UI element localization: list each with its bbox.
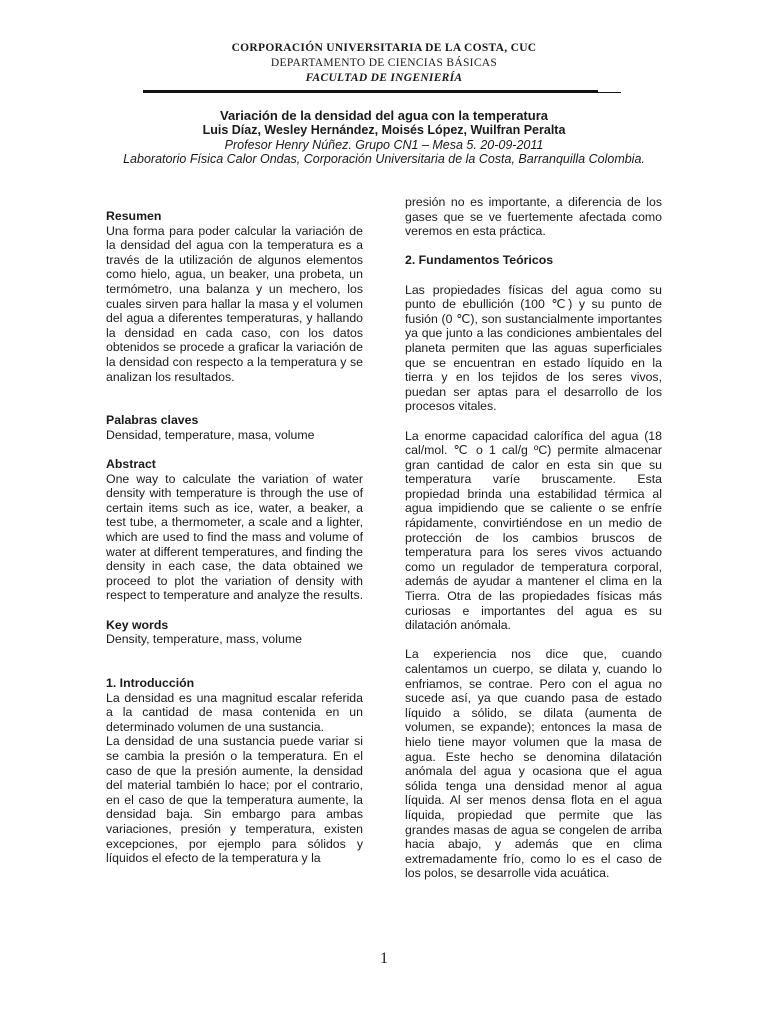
key-words-heading: Key words bbox=[106, 617, 169, 632]
abstract-text: One way to calculate the variation of water density with temperature is through the use of certain items such as ice, water, a beaker, a test tube, a thermometer, a scale and a lighter, which are used to find the mass and volume of water at different temperatures, and finding the density in each case, the data obtained we proceed to plot the variation of density with respect to temperature and analyze the results. bbox=[106, 471, 364, 603]
resumen-heading: Resumen bbox=[106, 209, 162, 223]
header-divider bbox=[143, 90, 598, 93]
introduccion-paragraph-2: La densidad de una sustancia puede variar si se cambia la presión o la temperatura. En el caso de que la presión aumente, la densidad del material también lo hace; por el contrario, en el caso de que la temperatura aumente, la densidad baja. Sin embargo para ambas variaciones, presión y temperatura, existen excepciones, por ejemplo para sólidos y líquidos el efecto de la temperatura y la bbox=[106, 734, 363, 866]
palabras-claves-heading: Palabras claves bbox=[106, 413, 199, 428]
laboratory-line: Laboratorio Física Calor Ondas, Corporación Universitaria de la Costa, Barranquilla Colombia. bbox=[123, 152, 645, 166]
institution-name: CORPORACIÓN UNIVERSITARIA DE LA COSTA, CUC bbox=[231, 42, 537, 54]
introduccion-continuation: presión no es importante, a diferencia de los gases que se ve fuertemente afectada como veremos en esta práctica. bbox=[405, 195, 662, 239]
department-name: DEPARTAMENTO DE CIENCIAS BÁSICAS bbox=[270, 57, 498, 69]
fundamentos-paragraph-1: Las propiedades físicas del agua como su punto de ebullición (100 ℃) y su punto de fusión (0 ℃), son sustancialmente importantes ya que junto a las condiciones ambientales del planeta permiten que las aguas superficiales que se encuentran en estado líquido en la tierra y en los tejidos de los seres vivos, puedan ser aptas para el desarrollo de los procesos vitales. bbox=[405, 282, 662, 414]
palabras-claves-text: Densidad, temperature, masa, volume bbox=[106, 427, 315, 442]
abstract-heading: Abstract bbox=[106, 457, 156, 472]
introduccion-heading: 1. Introducción bbox=[106, 676, 195, 690]
header-divider-tail bbox=[598, 92, 621, 93]
key-words-text: Density, temperature, mass, volume bbox=[106, 632, 302, 647]
fundamentos-paragraph-2: La enorme capacidad calorífica del agua (18 cal/mol. ℃ o 1 cal/g ºC) permite almacenar gran cantidad de calor en esta sin que su temperatura varíe bruscamente. Esta propiedad brinda una estabilidad térmica al agua impidiendo que se caliente o se enfríe rápidamente, convirtiéndose en un medio de protección de los cambios bruscos de temperatura para los seres vivos actuando como un regulador de temperatura corporal, además de ayudar a mantener el clima en la Tierra. Otra de las propiedades físicas más curiosas e importantes del agua es su dilatación anómala. bbox=[405, 428, 662, 633]
resumen-text: Una forma para poder calcular la variación de la densidad del agua con la temperatura es a través de la utilización de algunos elementos como hielo, agua, un beaker, una probeta, un termómetro, una balanza y un mechero, los cuales sirven para hallar la masa y el volumen del agua a diferentes temperaturas, y hallando la densidad en cada caso, con los datos obtenidos se procede a graficar la variación de la densidad con respecto a la temperatura y se analizan los resultados. bbox=[106, 223, 363, 384]
right-column bbox=[405, 195, 662, 881]
faculty-name: FACULTAD DE INGENIERÍA bbox=[305, 72, 463, 84]
page-number: 1 bbox=[380, 950, 388, 967]
professor-line: Profesor Henry Núñez. Grupo CN1 – Mesa 5. 20-09-2011 bbox=[224, 138, 544, 152]
paper-title: Variación de la densidad del agua con la temperatura bbox=[220, 108, 548, 123]
fundamentos-paragraph-3: La experiencia nos dice que, cuando calentamos un cuerpo, se dilata y, cuando lo enfriamos, se contrae. Pero con el agua no sucede así, ya que cuando pasa de estado líquido a sólido, se dilata (aumenta de volumen, se expande); entonces la masa de hielo tiene mayor volumen que la masa de agua. Este hecho se denomina dilatación anómala del agua y ocasiona que el agua sólida tenga una densidad menor al agua líquida. Al ser menos densa flota en el agua líquida, propiedad que permite que las grandes masas de agua se congelen de arriba hacia abajo, y además que en clima extremadamente frío, como lo es el caso de los polos, se desarrolle vida acuática. bbox=[405, 647, 662, 881]
fundamentos-heading: 2. Fundamentos Teóricos bbox=[405, 253, 554, 268]
introduccion-paragraph-1: La densidad es una magnitud escalar referida a la cantidad de masa contenida en un determinado volumen de una sustancia. bbox=[106, 690, 363, 734]
paper-authors: Luis Díaz, Wesley Hernández, Moisés López, Wuilfran Peralta bbox=[202, 123, 566, 137]
left-column bbox=[106, 209, 363, 866]
